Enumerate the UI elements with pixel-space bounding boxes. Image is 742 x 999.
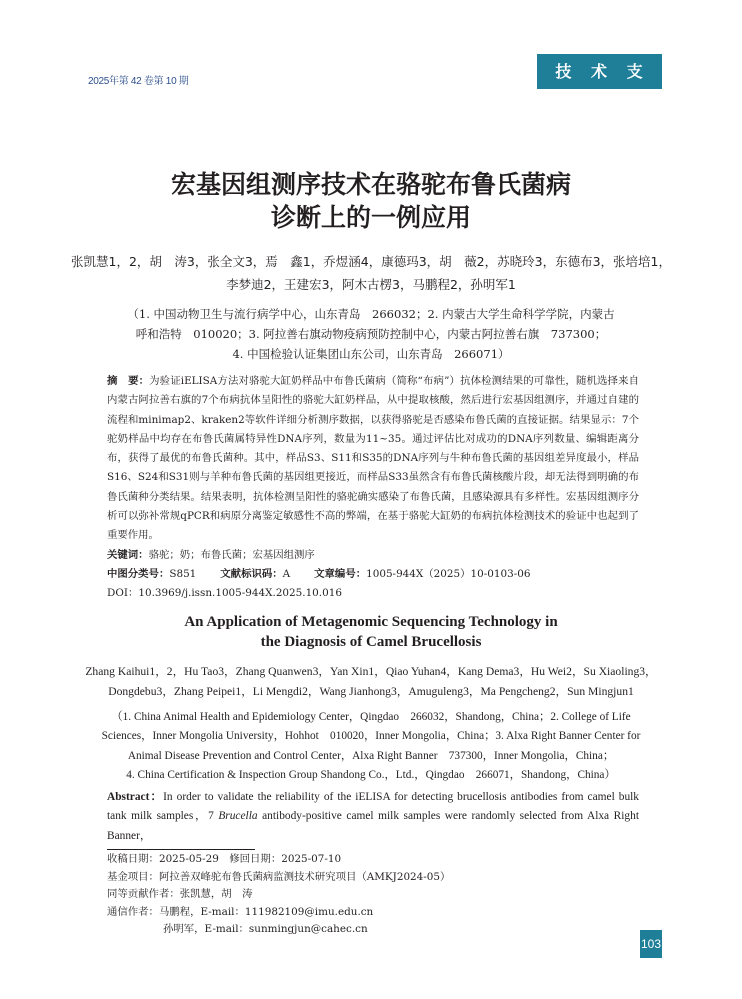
authors-en — [80, 662, 662, 702]
doi-label: DOI： — [107, 587, 139, 600]
corr-author-2: 孙明军，E-mail：sunmingjun@cahec.cn — [163, 923, 368, 936]
title-en-line-1: An Application of Metagenomic Sequencing Technology in — [184, 613, 558, 630]
keywords — [107, 546, 639, 565]
abstract-en-text: In order to validate the reliability of the iELISA for detecting brucellosis antibodies from camel bulk tank milk samples，7 — [107, 790, 640, 823]
received-label: 收稿日期： — [107, 853, 159, 866]
footnotes — [107, 851, 639, 939]
keywords-label: 关键词： — [107, 548, 149, 561]
journal-issue: 2025年第 42 卷第 10 期 — [88, 76, 189, 87]
fund-value: 阿拉善双峰驼布鲁氏菌病监测技术研究项目（AMKJ2024-05） — [158, 870, 451, 883]
affiliation-line: （1. 中国动物卫生与流行病学中心，山东青岛 266032；2. 内蒙古大学生命科学学院，内蒙古 — [127, 307, 615, 321]
authors-cn-line-1: 张凯慧1，2，胡 涛3，张全文3，焉 鑫1，乔煜涵4，康德玛3，胡 薇2，苏晓玲3，东德布3，张培培1， — [71, 254, 671, 269]
title-en-line-2: the Diagnosis of Camel Brucellosis — [260, 633, 482, 650]
abstract-cn — [107, 372, 639, 546]
revised-label: 修回日期： — [229, 853, 282, 866]
authors-en-line-1: Zhang Kaihui1，2，Hu Tao3，Zhang Quanwen3，Yan Xin1，Qiao Yuhan4，Kang Dema3，Hu Wei2，Su Xiaoling3， — [85, 664, 657, 678]
classification — [107, 565, 639, 584]
keywords-text: 骆驼；奶；布鲁氏菌；宏基因组测序 — [148, 548, 315, 561]
affiliation-line: 呼和浩特 010020；3. 阿拉善右旗动物疫病预防控制中心，内蒙古阿拉善右旗 737300； — [135, 327, 607, 341]
affiliations-cn — [90, 304, 652, 364]
affiliation-en-line: （1. China Animal Health and Epidemiology Center，Qingdao 266032，Shandong，China；2. College of Life — [111, 710, 631, 723]
clc-label: 中图分类号： — [107, 567, 170, 580]
revised-date: 2025-07-10 — [281, 853, 342, 866]
clc-value: S851 — [169, 567, 197, 580]
fund-line — [107, 869, 639, 887]
doi-value[interactable]: 10.3969/j.issn.1005-944X.2025.10.016 — [138, 587, 342, 600]
authors-cn — [70, 250, 672, 296]
corresponding-line-2 — [107, 921, 639, 939]
abstract-en — [107, 788, 639, 847]
title-line-2: 诊断上的一例应用 — [270, 203, 471, 232]
title-line-1: 宏基因组测序技术在骆驼布鲁氏菌病 — [170, 170, 571, 199]
affiliations-en — [80, 708, 662, 786]
abstract-en-italic: Brucella — [218, 810, 258, 823]
abstract-en-text: antibody-positive camel milk samples were randomly selected from Alxa Right Banner， — [107, 810, 639, 842]
doc-code-value: A — [282, 567, 291, 580]
fund-label: 基金项目： — [107, 870, 159, 883]
doc-code-label: 文献标识码： — [220, 567, 283, 580]
dates-line — [107, 851, 639, 869]
article-no-label: 文章编号： — [314, 567, 367, 580]
equal-contrib-line — [107, 886, 639, 904]
page-number: 103 — [640, 930, 662, 958]
abstract-label: 摘 要： — [107, 375, 150, 387]
affiliation-en-line: Sciences，Inner Mongolia University，Hohhot 010020，Inner Mongolia，China；3. Alxa Right Banner Center for — [101, 730, 641, 743]
section-tag: 技 术 支 撑 — [537, 54, 662, 89]
corr-label: 通信作者： — [107, 905, 159, 918]
authors-en-line-2: Dongdebu3，Zhang Peipei1，Li Mengdi2，Wang Jianhong3，Amuguleng3，Ma Pengcheng2，Sun Mingjun1 — [108, 684, 634, 698]
equal-value: 张凯慧，胡 涛 — [179, 888, 253, 901]
doi — [107, 584, 639, 603]
corresponding-line — [107, 904, 639, 922]
received-date: 2025-05-29 — [158, 853, 219, 866]
abstract-text: 为验证iELISA方法对骆驼大缸奶样品中布鲁氏菌病（简称“布病”）抗体检测结果的可靠性，随机选择来自内蒙古阿拉善右旗的7个布病抗体呈阳性的骆驼大缸奶样品，从中提取核酸，然后进行宏基因组测序，并通过自建的流程和minimap2、kraken2等软件详细分析测序数据，以获得骆驼是否感染布鲁氏菌的直接证据。结果显示：7个驼奶样品中均存在布鲁氏菌属特异性DNA序列，数量为11~35。通过评估比对成功的DNA序列数量、编辑距离分布，获得了最优的布鲁氏菌种。其中，样品S3、S11和S35的DNA序列与牛种布鲁氏菌的基因组差异度最小，样品S16、S24和S31则与羊种布鲁氏菌的基因组更接近，而样品S33虽然含有布鲁氏菌核酸片段，却无法得到明确的布鲁氏菌种分类结果。结果表明，抗体检测呈阳性的骆驼确实感染了布鲁氏菌，且感染源具有多样性。宏基因组测序分析可以弥补常规qPCR和病原分离鉴定敏感性不高的弊端，在基于骆驼大缸奶的布病抗体检测技术的验证中也起到了重要作用。 — [107, 375, 640, 542]
affiliation-en-line: Animal Disease Prevention and Control Center，Alxa Right Banner 737300，Inner Mongolia，China； — [127, 749, 615, 762]
affiliation-en-line: 4. China Certification & Inspection Group Shandong Co.，Ltd.，Qingdao 266071，Shandong，China） — [126, 769, 616, 782]
equal-label: 同等贡献作者： — [107, 888, 180, 901]
authors-cn-line-2: 李梦迪2，王建宏3，阿木古楞3，马鹏程2，孙明军1 — [226, 277, 516, 292]
footnote-divider — [107, 849, 255, 850]
corr-author-1: 马鹏程，E-mail：111982109@imu.edu.cn — [158, 905, 374, 918]
article-front-matter — [0, 168, 742, 939]
abstract-en-label: Abstract： — [107, 790, 164, 803]
affiliation-line: 4. 中国检验认证集团山东公司，山东青岛 266071） — [232, 347, 510, 361]
title-en — [0, 612, 742, 652]
article-no-value: 1005-944X（2025）10-0103-06 — [366, 567, 531, 580]
